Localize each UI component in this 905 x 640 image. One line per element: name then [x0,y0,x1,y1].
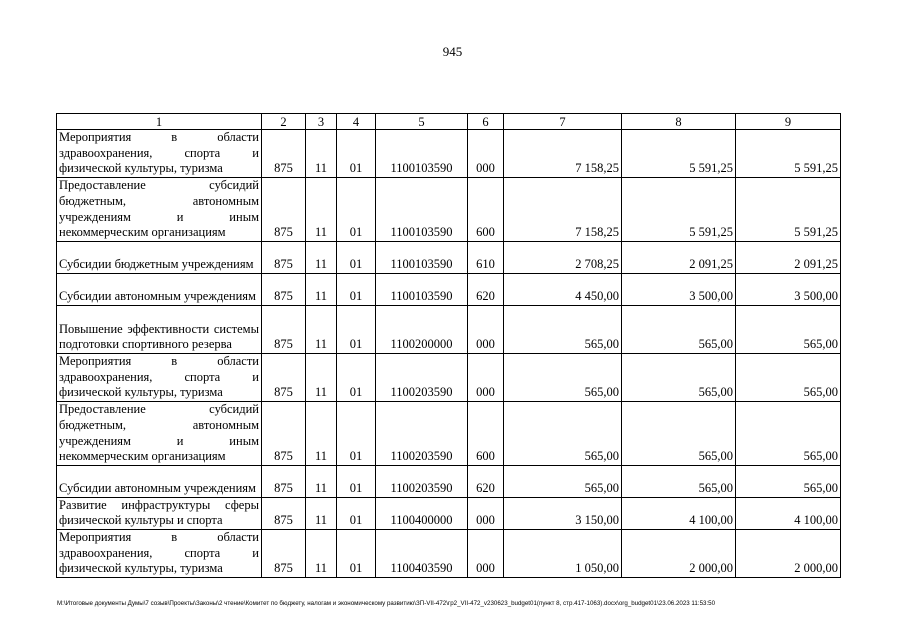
cell-col-7: 3 150,00 [504,497,622,529]
cell-col-9: 4 100,00 [736,497,841,529]
page-number: 945 [442,44,463,59]
cell-col-2: 875 [262,497,306,529]
header-col-6: 6 [468,114,504,130]
cell-col-8: 565,00 [622,305,736,353]
table-row [57,529,841,577]
table-header-row [57,114,841,130]
cell-col-9: 565,00 [736,401,841,465]
cell-col-9: 5 591,25 [736,177,841,241]
cell-col-3: 11 [306,177,337,241]
cell-col-5: 1100103590 [376,130,468,178]
cell-col-5: 1100400000 [376,497,468,529]
cell-col-8: 565,00 [622,353,736,401]
cell-col-2: 875 [262,401,306,465]
cell-col-2: 875 [262,465,306,497]
header-col-4: 4 [337,114,376,130]
cell-col-6: 000 [468,497,504,529]
table-row [57,497,841,529]
cell-col-9: 565,00 [736,305,841,353]
cell-col-9: 565,00 [736,465,841,497]
cell-col-8: 2 091,25 [622,241,736,273]
cell-col-8: 565,00 [622,465,736,497]
cell-col-5: 1100103590 [376,177,468,241]
cell-col-8: 3 500,00 [622,273,736,305]
cell-col-5: 1100203590 [376,353,468,401]
cell-col-4: 01 [337,497,376,529]
table-row [57,353,841,401]
cell-col-2: 875 [262,305,306,353]
row-name: Повышение эффективности системы подготовки спортивного резерва [57,305,262,353]
header-col-5: 5 [376,114,468,130]
cell-col-5: 1100203590 [376,465,468,497]
cell-col-5: 1100103590 [376,273,468,305]
cell-col-3: 11 [306,305,337,353]
cell-col-7: 565,00 [504,401,622,465]
cell-col-4: 01 [337,465,376,497]
budget-table [56,113,841,578]
cell-col-2: 875 [262,273,306,305]
cell-col-6: 000 [468,529,504,577]
cell-col-6: 000 [468,130,504,178]
cell-col-5: 1100200000 [376,305,468,353]
table-row [57,241,841,273]
table-row [57,273,841,305]
cell-col-6: 000 [468,305,504,353]
cell-col-7: 4 450,00 [504,273,622,305]
cell-col-6: 620 [468,273,504,305]
cell-col-2: 875 [262,177,306,241]
cell-col-7: 7 158,25 [504,177,622,241]
cell-col-7: 565,00 [504,353,622,401]
header-col-7: 7 [504,114,622,130]
row-name: Развитие инфраструктуры сферы физической культуры и спорта [57,497,262,529]
table-row [57,177,841,241]
cell-col-6: 000 [468,353,504,401]
cell-col-3: 11 [306,465,337,497]
cell-col-3: 11 [306,273,337,305]
row-name: Мероприятия в области здравоохранения, спорта и физической культуры, туризма [57,529,262,577]
row-name: Субсидии автономным учреждениям [57,465,262,497]
cell-col-3: 11 [306,529,337,577]
cell-col-6: 600 [468,401,504,465]
cell-col-8: 5 591,25 [622,130,736,178]
table-row [57,130,841,178]
header-col-8: 8 [622,114,736,130]
file-path-footer: M:\Итоговые документы Думы\7 созыв\Проекты\Законы\2 чтение\Комитет по бюджету, налогам и экономическому развитию\ЗП-VII-472\гр2_VII-472_v230623_budget01(пункт 8, стр.417-1063).docx\org_budget01\23.06.2023 11:53:50 [57,600,716,607]
header-col-2: 2 [262,114,306,130]
cell-col-5: 1100403590 [376,529,468,577]
cell-col-4: 01 [337,401,376,465]
table-row [57,305,841,353]
cell-col-3: 11 [306,401,337,465]
row-name: Мероприятия в области здравоохранения, спорта и физической культуры, туризма [57,353,262,401]
row-name: Субсидии бюджетным учреждениям [57,241,262,273]
cell-col-4: 01 [337,529,376,577]
cell-col-3: 11 [306,497,337,529]
cell-col-7: 2 708,25 [504,241,622,273]
row-name: Предоставление субсидий бюджетным, автономным учреждениям и иным некоммерческим организациям [57,177,262,241]
cell-col-2: 875 [262,130,306,178]
cell-col-4: 01 [337,130,376,178]
cell-col-6: 620 [468,465,504,497]
row-name: Мероприятия в области здравоохранения, спорта и физической культуры, туризма [57,130,262,178]
cell-col-7: 565,00 [504,305,622,353]
cell-col-3: 11 [306,241,337,273]
table-row [57,401,841,465]
cell-col-7: 565,00 [504,465,622,497]
cell-col-3: 11 [306,130,337,178]
header-col-1: 1 [57,114,262,130]
cell-col-8: 5 591,25 [622,177,736,241]
cell-col-7: 1 050,00 [504,529,622,577]
cell-col-9: 2 091,25 [736,241,841,273]
cell-col-9: 3 500,00 [736,273,841,305]
cell-col-4: 01 [337,305,376,353]
cell-col-6: 600 [468,177,504,241]
cell-col-7: 7 158,25 [504,130,622,178]
cell-col-5: 1100203590 [376,401,468,465]
header-col-9: 9 [736,114,841,130]
cell-col-2: 875 [262,353,306,401]
cell-col-3: 11 [306,353,337,401]
cell-col-9: 565,00 [736,353,841,401]
table-row [57,465,841,497]
cell-col-8: 2 000,00 [622,529,736,577]
cell-col-9: 2 000,00 [736,529,841,577]
cell-col-8: 565,00 [622,401,736,465]
cell-col-8: 4 100,00 [622,497,736,529]
row-name: Субсидии автономным учреждениям [57,273,262,305]
cell-col-6: 610 [468,241,504,273]
cell-col-4: 01 [337,273,376,305]
cell-col-4: 01 [337,177,376,241]
cell-col-2: 875 [262,529,306,577]
header-col-3: 3 [306,114,337,130]
cell-col-4: 01 [337,353,376,401]
cell-col-2: 875 [262,241,306,273]
cell-col-5: 1100103590 [376,241,468,273]
cell-col-9: 5 591,25 [736,130,841,178]
cell-col-4: 01 [337,241,376,273]
row-name: Предоставление субсидий бюджетным, автономным учреждениям и иным некоммерческим организациям [57,401,262,465]
